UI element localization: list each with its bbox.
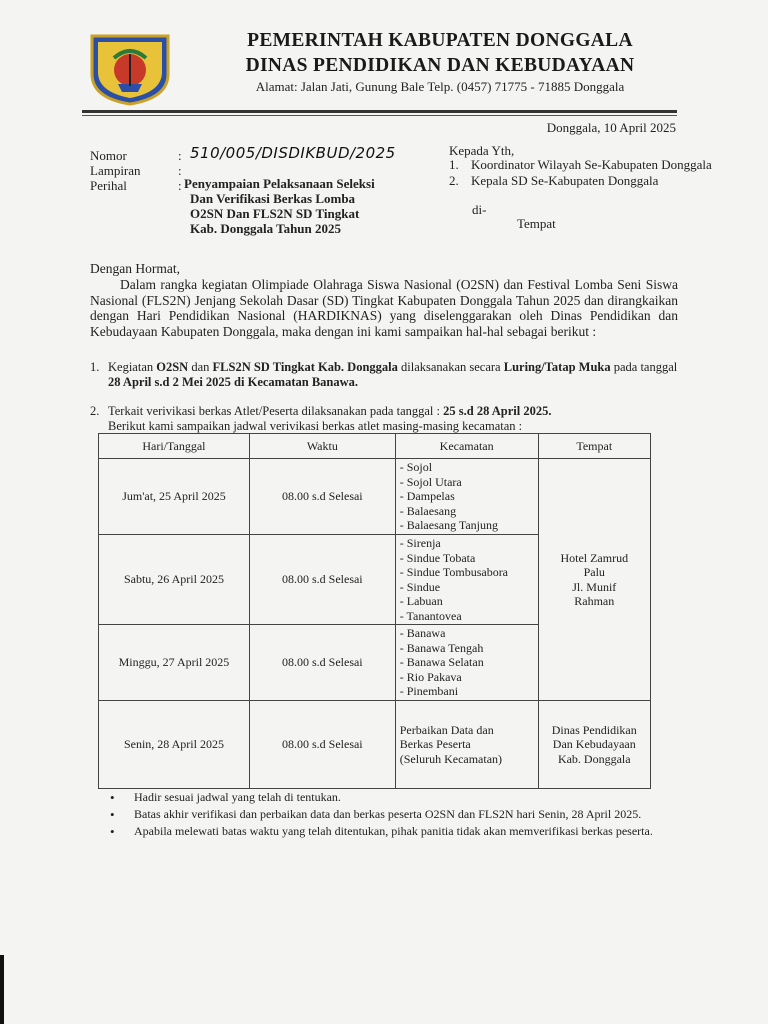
note-item: • Hadir sesuai jadwal yang telah di tentukan. (108, 790, 678, 805)
table-row (99, 459, 651, 535)
paragraph-text: Dalam rangka kegiatan Olimpiade Olahraga Siswa Nasional (O2SN) dan Festival Lomba Seni Siswa Nasional (FLS2N) Jenjang Sekolah Dasar (SD) Tingkat Kabupaten Donggala Tahun 2025 dan dirangkaikan dengan Hari Pendidikan Nasional (HARDIKNAS) yang diselenggarakan oleh Dinas Pendidikan dan Kebudayaan Kabupaten Donggala, maka dengan ini kami sampaikan hal-hal sebagai berikut : (90, 277, 678, 339)
nomor-colon: : (178, 148, 182, 163)
district-cell (395, 701, 538, 789)
district-item: - Rio Pakava (400, 670, 534, 685)
time-cell: 08.00 s.d Selesai (249, 625, 395, 701)
col-header-time: Waktu (249, 434, 395, 459)
recipient-number: 2. (449, 173, 459, 188)
header-government: PEMERINTAH KABUPATEN DONGGALA (247, 30, 633, 51)
district-item: - Banawa Tengah (400, 641, 534, 656)
point-number: 2. (90, 404, 100, 418)
district-line: Berkas Peserta (399, 737, 471, 752)
day-cell: Jum'at, 25 April 2025 (99, 459, 250, 535)
note-item: • Batas akhir verifikasi dan perbaikan data dan berkas peserta O2SN dan FLS2N hari Senin, 28 April 2025. (108, 807, 678, 822)
table-row (99, 701, 651, 789)
scan-edge-mark (0, 955, 4, 1024)
place-cell (538, 701, 650, 789)
district-item: - Dampelas (400, 489, 534, 504)
point-number: 1. (90, 360, 100, 374)
perihal-value (184, 176, 424, 236)
verification-schedule-table (98, 433, 651, 789)
recipient-text: Koordinator Wilayah Se-Kabupaten Donggala (471, 157, 712, 172)
district-cell (395, 625, 538, 701)
perihal-label: Perihal (90, 178, 127, 193)
place-line: Kab. Donggala (557, 751, 631, 766)
district-item: - Sindue Tombusabora (400, 565, 534, 580)
district-item: - Sindue (400, 580, 534, 595)
district-line: (Seluruh Kecamatan) (399, 751, 503, 766)
recipient-item (449, 173, 658, 189)
district-item: - Balaesang (400, 504, 534, 519)
time-cell: 08.00 s.d Selesai (249, 701, 395, 789)
district-item: - Balaesang Tanjung (400, 518, 534, 533)
point-text: Terkait verivikasi berkas Atlet/Peserta dilaksanakan pada tanggal : 25 s.d 28 April 2025. Berikut kami sampaikan jadwal verivikasi berkas atlet masing-masing kecamatan : (108, 404, 552, 433)
point-text: Kegiatan O2SN dan FLS2N SD Tingkat Kab. Donggala dilaksanakan secara Luring/Tatap Muka pada tanggal 28 April s.d 2 Mei 2025 di Kecamatan Banawa. (108, 360, 678, 389)
lampiran-label: Lampiran (90, 163, 141, 178)
letter-date: Donggala, 10 April 2025 (546, 120, 676, 135)
header-rule-thin (82, 115, 677, 116)
recipient-number: 1. (449, 157, 459, 172)
time-cell: 08.00 s.d Selesai (249, 459, 395, 535)
nomor-value: 510/005/DISDIKBUD/2025 (190, 144, 396, 162)
col-header-district: Kecamatan (395, 434, 538, 459)
day-cell: Minggu, 27 April 2025 (99, 625, 250, 701)
district-item: - Sojol (400, 460, 534, 475)
place-line: Palu (583, 565, 605, 579)
perihal-line: O2SN Dan FLS2N SD Tingkat (190, 206, 360, 221)
district-item: - Labuan (400, 594, 534, 609)
col-header-day: Hari/Tanggal (99, 434, 250, 459)
district-cell (395, 459, 538, 535)
col-header-place: Tempat (538, 434, 650, 459)
place-line: Dan Kebudayaan (552, 737, 636, 752)
lampiran-colon: : (178, 163, 182, 178)
perihal-colon: : (178, 178, 182, 193)
day-cell: Sabtu, 26 April 2025 (99, 535, 250, 625)
recipient-place: Tempat (517, 216, 556, 231)
table-header-row (99, 434, 651, 459)
day-cell: Senin, 28 April 2025 (99, 701, 250, 789)
recipient-text: Kepala SD Se-Kabupaten Donggala (471, 173, 659, 188)
perihal-line: Dan Verifikasi Berkas Lomba (190, 191, 356, 206)
recipient-heading: Kepada Yth, (449, 143, 515, 158)
greeting: Dengan Hormat, (90, 261, 180, 276)
district-item: - Sirenja (400, 536, 534, 551)
opening-paragraph (90, 277, 678, 339)
district-item: - Tanantovea (400, 609, 534, 624)
district-item: - Banawa Selatan (400, 655, 534, 670)
place-line: Rahman (574, 594, 615, 608)
regency-emblem-icon (88, 30, 172, 106)
recipient-item (449, 157, 712, 173)
district-item: - Sindue Tobata (400, 551, 534, 566)
header-address: Alamat: Jalan Jati, Gunung Bale Telp. (0457) 71775 - 71885 Donggala (255, 79, 625, 94)
district-line: Perbaikan Data dan (399, 722, 494, 737)
perihal-line: Kab. Donggala Tahun 2025 (190, 221, 342, 236)
district-cell (395, 535, 538, 625)
perihal-line: Penyampaian Pelaksanaan Seleksi (184, 176, 375, 191)
recipient-di: di- (472, 202, 487, 217)
place-line: Jl. Munif (572, 579, 617, 594)
district-item: - Banawa (400, 626, 534, 641)
district-item: - Pinembani (400, 684, 534, 699)
nomor-label: Nomor (90, 148, 127, 163)
place-line: Dinas Pendidikan (551, 722, 637, 737)
header-department: DINAS PENDIDIKAN DAN KEBUDAYAAN (245, 55, 635, 76)
place-cell (538, 459, 650, 701)
time-cell: 08.00 s.d Selesai (249, 535, 395, 625)
notes-list (108, 790, 678, 841)
district-item: - Sojol Utara (400, 475, 534, 490)
header-rule (82, 110, 677, 113)
place-line: Hotel Zamrud (560, 550, 629, 565)
note-item: • Apabila melewati batas waktu yang telah ditentukan, pihak panitia tidak akan memverifikasi berkas peserta. (108, 824, 678, 839)
